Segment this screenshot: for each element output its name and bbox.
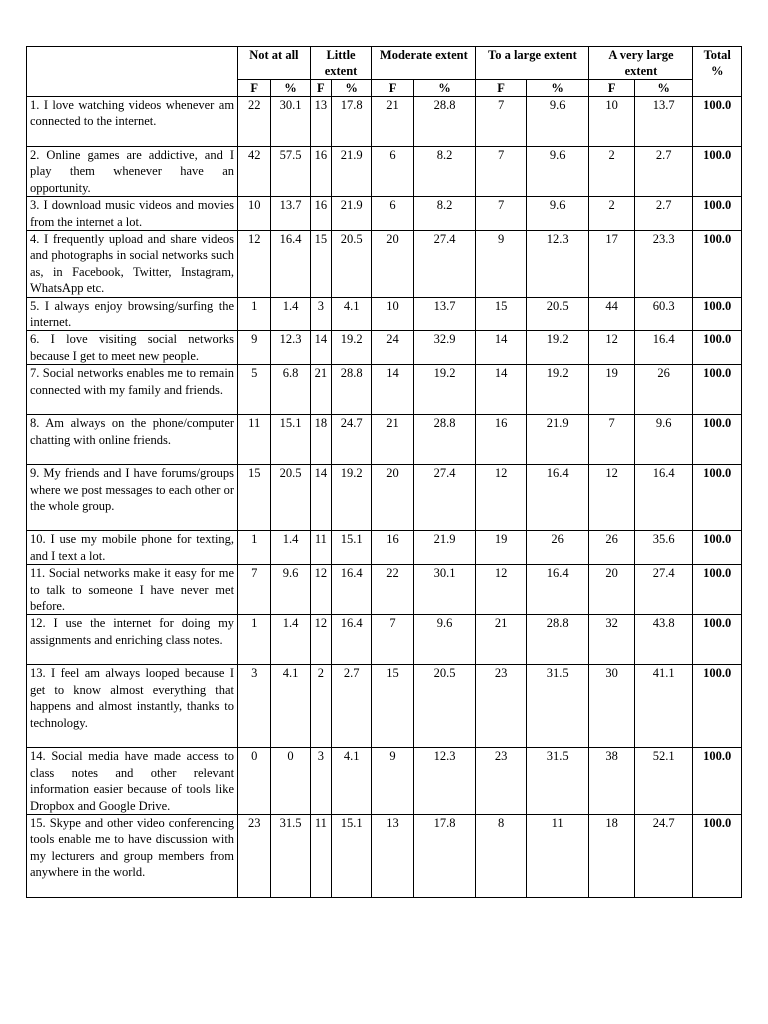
frequency-cell: 10 [372,297,413,331]
percent-cell: 26 [526,531,589,565]
table-row [27,814,742,897]
frequency-cell: 12 [310,565,331,615]
header-a-very-large-extent: A very large extent [589,47,693,80]
percent-cell: 20.5 [413,665,476,748]
frequency-cell: 14 [476,331,526,365]
frequency-cell: 8 [476,814,526,897]
percent-cell: 4.1 [331,297,371,331]
frequency-cell: 20 [372,231,413,298]
frequency-cell: 15 [476,297,526,331]
table-row [27,197,742,231]
frequency-cell: 30 [589,665,634,748]
frequency-cell: 12 [476,565,526,615]
percent-cell: 1.4 [271,615,310,665]
percent-cell: 2.7 [634,197,693,231]
frequency-cell: 11 [238,415,271,465]
frequency-cell: 5 [238,365,271,415]
frequency-cell: 18 [589,814,634,897]
percent-cell: 28.8 [331,365,371,415]
percent-cell: 9.6 [634,415,693,465]
statement-cell: 10. I use my mobile phone for texting, and I text a lot. [27,531,238,565]
frequency-cell: 2 [589,147,634,197]
percent-cell: 19.2 [526,331,589,365]
frequency-cell: 16 [310,197,331,231]
percent-cell: 21.9 [331,197,371,231]
total-cell: 100.0 [693,147,742,197]
frequency-cell: 24 [372,331,413,365]
frequency-cell: 1 [238,615,271,665]
percent-cell: 21.9 [526,415,589,465]
percent-cell: 13.7 [634,97,693,147]
percent-cell: 12.3 [271,331,310,365]
percent-cell: 16.4 [634,331,693,365]
total-cell: 100.0 [693,814,742,897]
frequency-cell: 16 [372,531,413,565]
frequency-cell: 7 [476,147,526,197]
percent-cell: 32.9 [413,331,476,365]
percent-cell: 16.4 [331,565,371,615]
table-row [27,97,742,147]
percent-cell: 28.8 [526,615,589,665]
frequency-cell: 6 [372,197,413,231]
percent-cell: 57.5 [271,147,310,197]
frequency-cell: 9 [372,748,413,815]
statement-cell: 1. I love watching videos whenever am connected to the internet. [27,97,238,147]
frequency-cell: 2 [589,197,634,231]
total-cell: 100.0 [693,331,742,365]
frequency-cell: 11 [310,531,331,565]
frequency-cell: 9 [476,231,526,298]
percent-cell: 2.7 [331,665,371,748]
frequency-cell: 1 [238,297,271,331]
total-cell: 100.0 [693,297,742,331]
survey-table [26,46,742,898]
percent-cell: 41.1 [634,665,693,748]
total-cell: 100.0 [693,231,742,298]
percent-cell: 15.1 [331,814,371,897]
frequency-cell: 11 [310,814,331,897]
table-body [27,97,742,898]
frequency-cell: 38 [589,748,634,815]
header-row [27,47,742,80]
percent-cell: 19.2 [331,465,371,531]
frequency-cell: 7 [238,565,271,615]
total-cell: 100.0 [693,748,742,815]
total-cell: 100.0 [693,465,742,531]
percent-cell: 15.1 [331,531,371,565]
frequency-cell: 6 [372,147,413,197]
percent-cell: 19.2 [526,365,589,415]
table-row [27,615,742,665]
percent-cell: 28.8 [413,415,476,465]
percent-cell: 4.1 [331,748,371,815]
subheader-f: F [476,80,526,97]
table-row [27,531,742,565]
frequency-cell: 19 [589,365,634,415]
percent-cell: 23.3 [634,231,693,298]
percent-cell: 9.6 [413,615,476,665]
header-blank-cell [27,47,238,97]
table-row [27,147,742,197]
percent-cell: 27.4 [634,565,693,615]
statement-cell: 12. I use the internet for doing my assignments and enriching class notes. [27,615,238,665]
percent-cell: 60.3 [634,297,693,331]
frequency-cell: 7 [476,197,526,231]
frequency-cell: 42 [238,147,271,197]
statement-cell: 9. My friends and I have forums/groups where we post messages to each other or the whole group. [27,465,238,531]
percent-cell: 28.8 [413,97,476,147]
table-row [27,331,742,365]
frequency-cell: 15 [310,231,331,298]
frequency-cell: 22 [238,97,271,147]
statement-cell: 14. Social media have made access to class notes and other relevant information easier because of tools like Dropbox and Google Drive. [27,748,238,815]
total-cell: 100.0 [693,415,742,465]
frequency-cell: 44 [589,297,634,331]
percent-cell: 35.6 [634,531,693,565]
total-cell: 100.0 [693,565,742,615]
percent-cell: 11 [526,814,589,897]
percent-cell: 13.7 [271,197,310,231]
percent-cell: 30.1 [271,97,310,147]
frequency-cell: 0 [238,748,271,815]
percent-cell: 1.4 [271,297,310,331]
frequency-cell: 15 [372,665,413,748]
frequency-cell: 10 [589,97,634,147]
percent-cell: 9.6 [271,565,310,615]
percent-cell: 0 [271,748,310,815]
percent-cell: 27.4 [413,465,476,531]
subheader-f: F [589,80,634,97]
subheader-f: F [310,80,331,97]
statement-cell: 3. I download music videos and movies from the internet a lot. [27,197,238,231]
table-row [27,565,742,615]
percent-cell: 9.6 [526,97,589,147]
frequency-cell: 20 [589,565,634,615]
frequency-cell: 14 [372,365,413,415]
frequency-cell: 14 [310,465,331,531]
header-not-at-all: Not at all [238,47,311,80]
percent-cell: 19.2 [331,331,371,365]
subheader-f: F [238,80,271,97]
percent-cell: 31.5 [271,814,310,897]
percent-cell: 20.5 [526,297,589,331]
frequency-cell: 21 [372,415,413,465]
frequency-cell: 21 [372,97,413,147]
frequency-cell: 19 [476,531,526,565]
subheader-percent: % [331,80,371,97]
frequency-cell: 13 [372,814,413,897]
percent-cell: 30.1 [413,565,476,615]
total-cell: 100.0 [693,665,742,748]
statement-cell: 13. I feel am always looped because I get to know almost everything that happens and almost instantly, thanks to technology. [27,665,238,748]
frequency-cell: 15 [238,465,271,531]
statement-cell: 6. I love visiting social networks because I get to meet new people. [27,331,238,365]
percent-cell: 16.4 [526,465,589,531]
statement-cell: 5. I always enjoy browsing/surfing the internet. [27,297,238,331]
statement-cell: 4. I frequently upload and share videos and photographs in social networks such as, in Facebook, Twitter, Instagram, WhatsApp etc. [27,231,238,298]
percent-cell: 16.4 [271,231,310,298]
percent-cell: 9.6 [526,197,589,231]
frequency-cell: 3 [310,748,331,815]
frequency-cell: 10 [238,197,271,231]
table-row [27,465,742,531]
percent-cell: 16.4 [331,615,371,665]
frequency-cell: 32 [589,615,634,665]
header-to-a-large-extent: To a large extent [476,47,589,80]
frequency-cell: 16 [476,415,526,465]
table-row [27,365,742,415]
percent-cell: 17.8 [413,814,476,897]
percent-cell: 21.9 [413,531,476,565]
subheader-percent: % [526,80,589,97]
total-cell: 100.0 [693,365,742,415]
header-moderate-extent: Moderate extent [372,47,476,80]
statement-cell: 15. Skype and other video conferencing tools enable me to have discussion with my lecturers and group members from anywhere in the world. [27,814,238,897]
percent-cell: 16.4 [526,565,589,615]
percent-cell: 6.8 [271,365,310,415]
frequency-cell: 14 [310,331,331,365]
frequency-cell: 1 [238,531,271,565]
total-cell: 100.0 [693,615,742,665]
frequency-cell: 26 [589,531,634,565]
percent-cell: 24.7 [634,814,693,897]
frequency-cell: 7 [589,415,634,465]
subheader-percent: % [271,80,310,97]
percent-cell: 52.1 [634,748,693,815]
frequency-cell: 2 [310,665,331,748]
frequency-cell: 16 [310,147,331,197]
percent-cell: 27.4 [413,231,476,298]
subheader-f: F [372,80,413,97]
statement-cell: 2. Online games are addictive, and I play them whenever have an opportunity. [27,147,238,197]
percent-cell: 4.1 [271,665,310,748]
frequency-cell: 12 [310,615,331,665]
table-row [27,415,742,465]
total-cell: 100.0 [693,97,742,147]
frequency-cell: 3 [310,297,331,331]
percent-cell: 43.8 [634,615,693,665]
percent-cell: 8.2 [413,197,476,231]
percent-cell: 2.7 [634,147,693,197]
frequency-cell: 12 [238,231,271,298]
percent-cell: 17.8 [331,97,371,147]
frequency-cell: 21 [310,365,331,415]
header-total: Total % [693,47,742,97]
percent-cell: 31.5 [526,748,589,815]
frequency-cell: 14 [476,365,526,415]
subheader-percent: % [413,80,476,97]
percent-cell: 21.9 [331,147,371,197]
frequency-cell: 12 [589,331,634,365]
percent-cell: 31.5 [526,665,589,748]
table-row [27,665,742,748]
percent-cell: 9.6 [526,147,589,197]
percent-cell: 26 [634,365,693,415]
percent-cell: 20.5 [331,231,371,298]
percent-cell: 12.3 [413,748,476,815]
statement-cell: 7. Social networks enables me to remain connected with my family and friends. [27,365,238,415]
statement-cell: 11. Social networks make it easy for me to talk to someone I have never met before. [27,565,238,615]
frequency-cell: 12 [589,465,634,531]
frequency-cell: 13 [310,97,331,147]
frequency-cell: 20 [372,465,413,531]
percent-cell: 15.1 [271,415,310,465]
frequency-cell: 22 [372,565,413,615]
table-row [27,748,742,815]
total-cell: 100.0 [693,531,742,565]
frequency-cell: 23 [238,814,271,897]
frequency-cell: 21 [476,615,526,665]
percent-cell: 20.5 [271,465,310,531]
frequency-cell: 3 [238,665,271,748]
percent-cell: 16.4 [634,465,693,531]
percent-cell: 12.3 [526,231,589,298]
frequency-cell: 9 [238,331,271,365]
frequency-cell: 7 [476,97,526,147]
subheader-percent: % [634,80,693,97]
total-cell: 100.0 [693,197,742,231]
table-row [27,231,742,298]
percent-cell: 8.2 [413,147,476,197]
frequency-cell: 23 [476,665,526,748]
percent-cell: 24.7 [331,415,371,465]
frequency-cell: 18 [310,415,331,465]
statement-cell: 8. Am always on the phone/computer chatting with online friends. [27,415,238,465]
percent-cell: 13.7 [413,297,476,331]
frequency-cell: 23 [476,748,526,815]
frequency-cell: 7 [372,615,413,665]
frequency-cell: 17 [589,231,634,298]
table-row [27,297,742,331]
percent-cell: 1.4 [271,531,310,565]
header-little-extent: Little extent [310,47,372,80]
percent-cell: 19.2 [413,365,476,415]
frequency-cell: 12 [476,465,526,531]
